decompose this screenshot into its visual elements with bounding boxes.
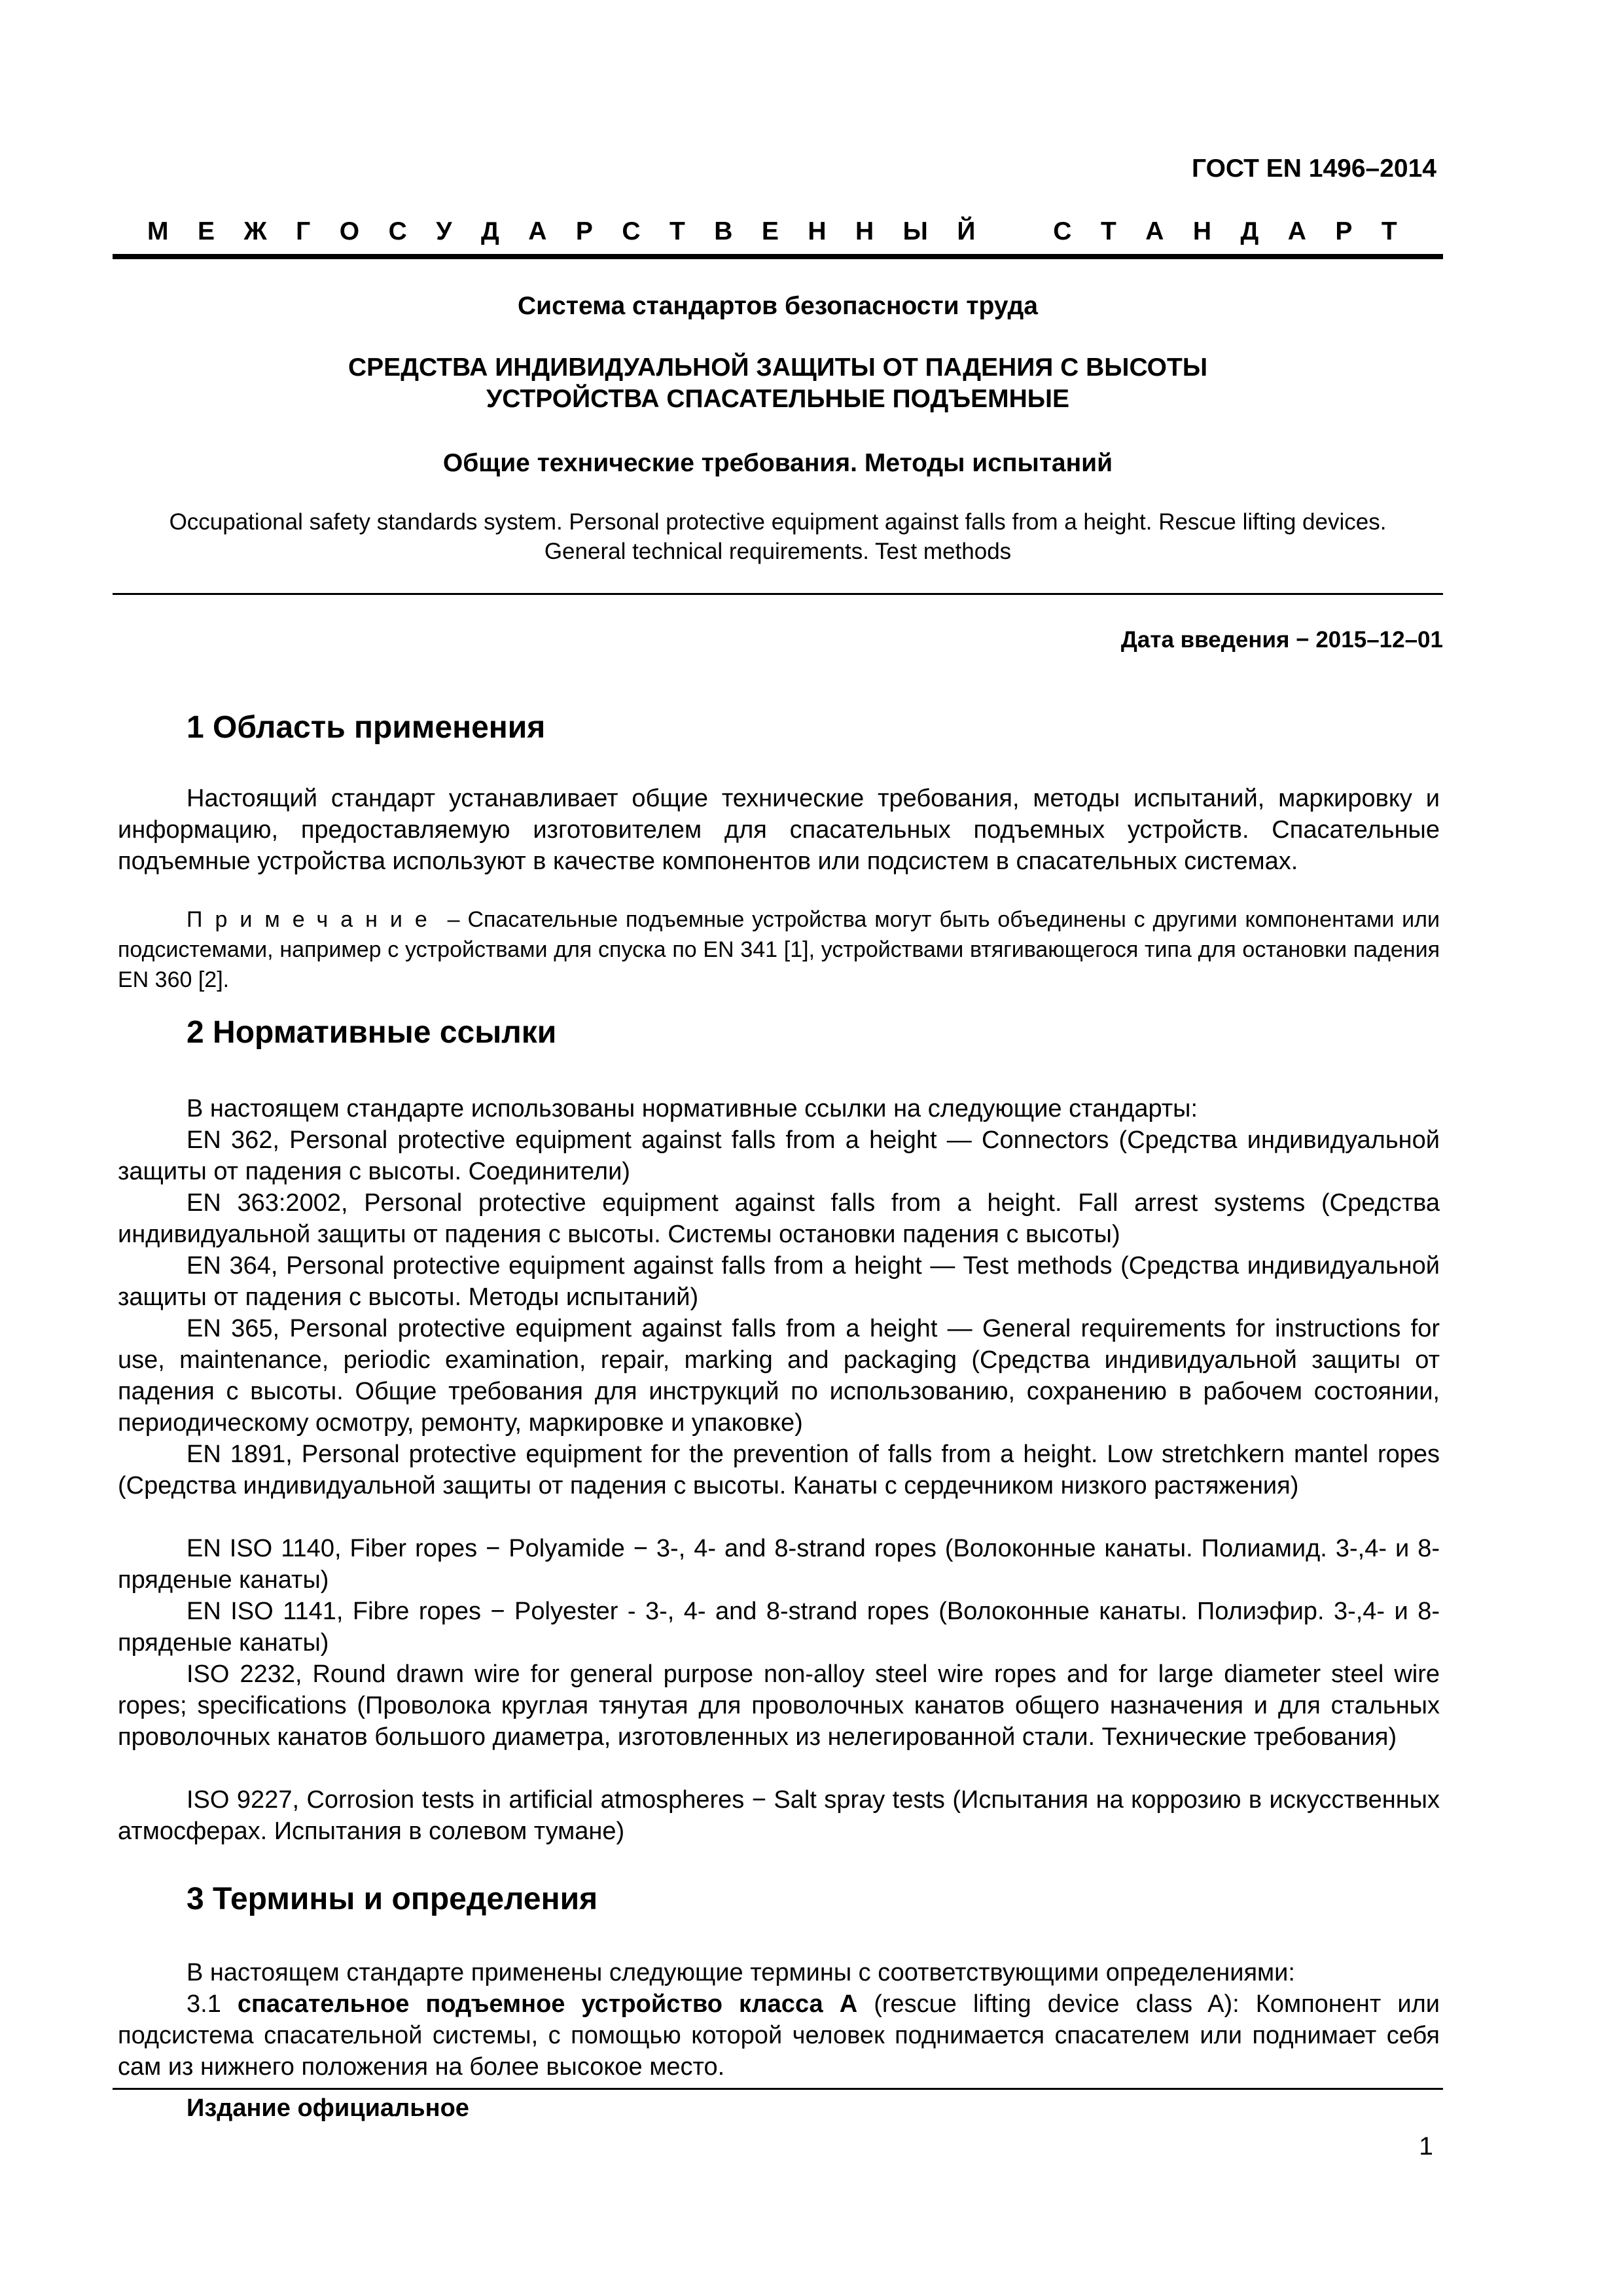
terms-intro: В настоящем стандарте применены следующие термины с соответствующими определениями: [187,1959,1295,1986]
official-edition-label: Издание официальное [187,2094,469,2122]
document-subtitle: Общие технические требования. Методы испытаний [442,449,1113,477]
reference-item: EN 363:2002, Personal protective equipment against falls from a height. Fall arrest systems (Средства индивидуальной защиты от падения с высоты. Системы остановки падения с высоты) [118,1189,1440,1248]
banner-letter: Е [197,217,215,245]
title-divider [113,593,1443,595]
banner-letter: Н [855,217,874,245]
banner-letter: Р [1335,217,1353,245]
references-intro: В настоящем стандарте использованы нормативные ссылки на следующие стандарты: [187,1095,1198,1122]
banner-letter: Т [1100,217,1116,245]
banner-letter: С [388,217,407,245]
standards-series-title: Система стандартов безопасности труда [518,292,1038,320]
note-text: – Спасательные подъемные устройства могут быть объединены с другими компонентами или подсистемами, например с устройствами для спуска по EN 341 [1], устройствами втягивающегося типа для остановки падения EN 360 [2]. [118,907,1440,992]
banner-letter: Е [761,217,779,245]
section-heading-scope: 1 Область применения [187,710,546,745]
banner-gap [1005,217,1024,246]
footer-divider [113,2088,1443,2090]
page-number: 1 [1419,2132,1433,2161]
reference-item: EN ISO 1141, Fibre ropes − Polyester - 3-, 4- and 8-strand ropes (Волоконные канаты. Полиэфир. 3-,4- и 8-пряденые канаты) [118,1598,1440,1657]
banner-letter: Ж [243,217,267,245]
reference-item: EN 362, Personal protective equipment against falls from a height — Connectors (Средства индивидуальной защиты от падения с высоты. Соединители) [118,1126,1440,1185]
banner-letter: Т [1381,217,1397,245]
banner-letter: Г [296,217,311,245]
banner-letter: Н [808,217,827,245]
banner-letter: Т [669,217,685,245]
term-definition [118,1988,1440,2083]
section-heading-terms: 3 Термины и определения [187,1882,598,1916]
section-heading-normative-references: 2 Нормативные ссылки [187,1015,557,1050]
banner-letter: А [1145,217,1164,245]
banner-letter: Р [575,217,593,245]
term-number: 3.1 [187,1990,238,2018]
banner-letter: М [147,217,169,245]
reference-item: ISO 2232, Round drawn wire for general purpose non-alloy steel wire ropes and for large diameter steel wire ropes; specifications (Проволока круглая тянутая для проволочных канатов общего назначения и для стальных проволочных канатов большого диаметра, изготовленных из нелегированной стали. Технические требования) [118,1660,1440,1751]
document-title-line2: УСТРОЙСТВА СПАСАТЕЛЬНЫЕ ПОДЪЕМНЫЕ [486,385,1070,413]
banner-letter: С [1053,217,1072,245]
document-title-line1: СРЕДСТВА ИНДИВИДУАЛЬНОЙ ЗАЩИТЫ ОТ ПАДЕНИЯ С ВЫСОТЫ [348,353,1207,382]
banner-letter: С [622,217,641,245]
english-title-line2: General technical requirements. Test methods [544,539,1012,564]
banner-letter: О [339,217,360,245]
english-title-line1: Occupational safety standards system. Personal protective equipment against falls from a height. Rescue lifting devices. [169,509,1387,535]
banner-letter: Ы [902,217,928,245]
standard-code: ГОСТ EN 1496–2014 [1191,154,1436,183]
header-divider [113,254,1443,259]
reference-item: ISO 9227, Corrosion tests in artificial atmospheres − Salt spray tests (Испытания на коррозию в искусственных атмосферах. Испытания в солевом тумане) [118,1786,1440,1845]
banner-letter: Н [1192,217,1212,245]
interstate-standard-banner [147,217,1397,246]
introduction-date: Дата введения − 2015–12–01 [1120,627,1443,653]
banner-letter: А [528,217,547,245]
reference-item: EN 1891, Personal protective equipment for the prevention of falls from a height. Low stretchkern mantel ropes (Средства индивидуальной защиты от падения с высоты. Канаты с сердечником низкого растяжения) [118,1441,1440,1499]
banner-letter: В [714,217,733,245]
reference-item: EN 365, Personal protective equipment against falls from a height — General requirements for instructions for use, maintenance, periodic examination, repair, marking and packaging (Средства индивидуальной защиты от падения с высоты. Общие требования для инструкций по использованию, сохранению в рабочем состоянии, периодическому осмотру, ремонту, маркировке и упаковке) [118,1315,1440,1437]
term-name: спасательное подъемное устройство класса А [237,1990,858,2018]
term-text: (rescue lifting device class A): Компонент или подсистема спасательной системы, с помощью которой человек поднимается спасателем или поднимает себя сам из нижнего положения на более высокое место. [118,1990,1440,2081]
banner-letter: Д [1240,217,1259,245]
scope-note [118,905,1440,995]
banner-letter: Д [480,217,499,245]
reference-item: EN ISO 1140, Fiber ropes − Polyamide − 3-, 4- and 8-strand ropes (Волоконные канаты. Полиамид. 3-,4- и 8-пряденые канаты) [118,1535,1440,1594]
banner-letter: У [436,217,452,245]
note-label: Примечание [187,907,440,932]
banner-letter: А [1287,217,1306,245]
banner-letter: Й [957,217,976,245]
scope-paragraph: Настоящий стандарт устанавливает общие технические требования, методы испытаний, маркировку и информацию, предоставляемую изготовителем для спасательных подъемных устройств. Спасательные подъемные устройства используют в качестве компонентов или подсистем в спасательных системах. [118,785,1440,875]
reference-item: EN 364, Personal protective equipment against falls from a height — Test methods (Средства индивидуальной защиты от падения с высоты. Методы испытаний) [118,1252,1440,1311]
